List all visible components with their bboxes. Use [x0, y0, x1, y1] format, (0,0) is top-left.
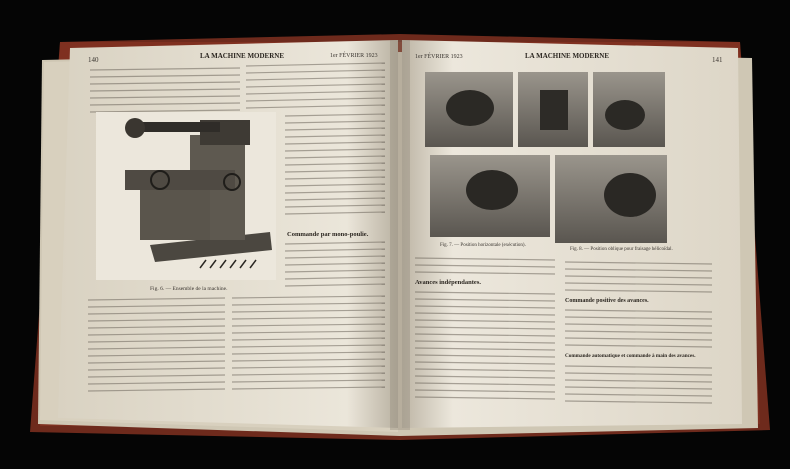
left-date: 1er FÉVRIER 1923 [330, 53, 378, 59]
gutter-shadow [390, 40, 410, 430]
left-figure-caption: Fig. 6. — Ensemble de la machine. [150, 286, 228, 292]
left-subheading-monopoulie: Commande par mono-poulie. [287, 231, 369, 238]
milling-machine-illustration [96, 112, 276, 280]
left-page-number: 140 [88, 56, 99, 64]
left-running-title: LA MACHINE MODERNE [200, 52, 285, 60]
right-date: 1er FÉVRIER 1923 [415, 54, 463, 60]
photo-caption-2: Fig. 8. — Position oblique pour fraisage hélicoïdal. [570, 247, 673, 252]
photo-grid [425, 72, 667, 243]
right-subheading-commande-automatique: Commande automatique et commande à main des avances. [565, 353, 696, 359]
right-page-number: 141 [712, 56, 723, 64]
right-subheading-avances: Avances indépendantes. [415, 279, 481, 286]
right-running-title: LA MACHINE MODERNE [525, 52, 610, 60]
right-subheading-commande-positive: Commande positive des avances. [565, 298, 649, 304]
photo-caption-1: Fig. 7. — Position horizontale (exécution). [440, 243, 526, 248]
